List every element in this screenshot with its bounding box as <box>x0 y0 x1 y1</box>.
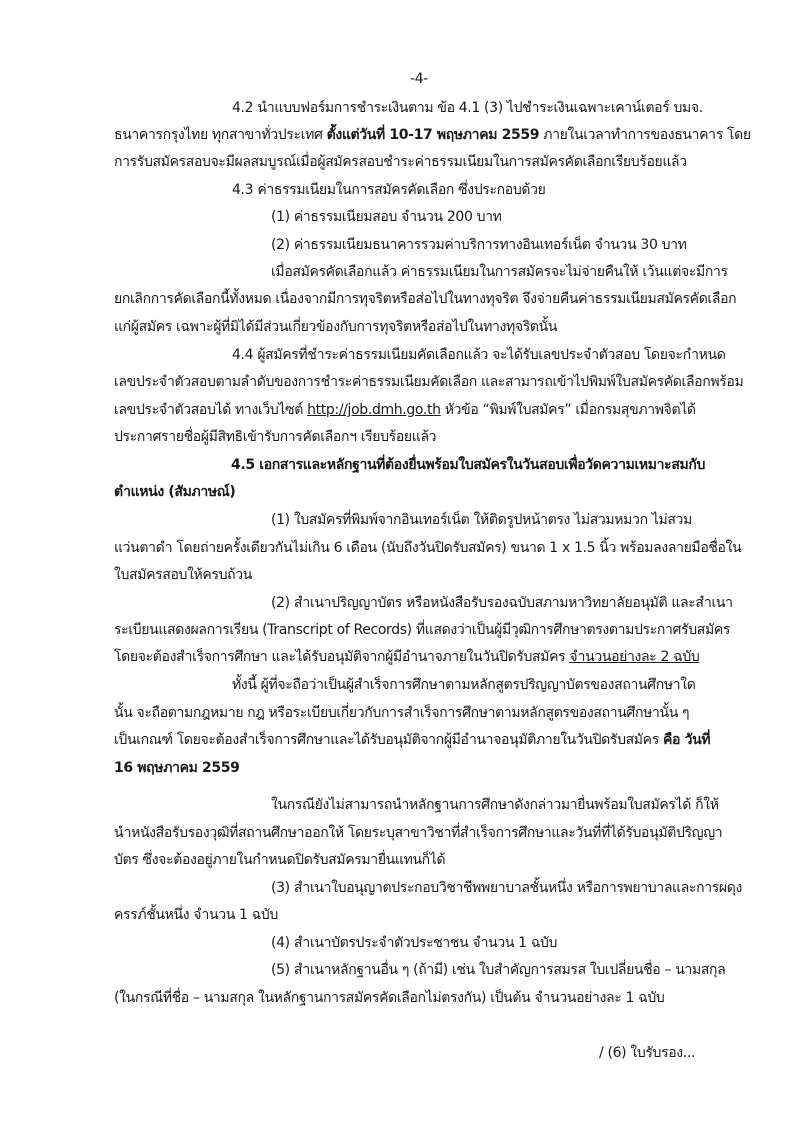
doc-item-2-line-2: ระเบียนแสดงผลการเรียน (Transcript of Records) ที่แสดงว่าเป็นผู้มีวุฒิการศึกษาตรงตามประกาศรับสมัคร <box>114 622 731 638</box>
doc-item-5-line-1: (5) สำเนาหลักฐานอื่น ๆ (ถ้ามี) เช่น ใบสำคัญการสมรส ใบเปลี่ยนชื่อ – นามสกุล <box>271 962 726 978</box>
case-line-1: ในกรณียังไม่สามารถนำหลักฐานการศึกษาดังกล่าวมายื่นพร้อมใบสมัครได้ ก็ให้ <box>271 797 719 813</box>
copies-required: จำนวนอย่างละ 2 ฉบับ <box>569 649 700 665</box>
section-4-4-line-2: เลขประจำตัวสอบตามลำดับของการชำระค่าธรรมเนียมคัดเลือก และสามารถเข้าไปพิมพ์ใบสมัครคัดเลือกพร้อม <box>114 374 744 390</box>
section-4-4-line-1: 4.4 ผู้สมัครที่ชำระค่าธรรมเนียมคัดเลือกแล้ว จะได้รับเลขประจำตัวสอบ โดยจะกำหนด <box>232 347 726 363</box>
section-4-4-line-4: ประกาศรายชื่อผู้มีสิทธิเข้ารับการคัดเลือกฯ เรียบร้อยแล้ว <box>114 429 437 445</box>
doc-item-1-line-3: ใบสมัครสอบให้ครบถ้วน <box>114 567 253 583</box>
section-4-5-heading-line-1: 4.5 เอกสารและหลักฐานที่ต้องยื่นพร้อมใบสมัครในวันสอบเพื่อวัดความเหมาะสมกับ <box>231 457 706 473</box>
section-4-2-line-1: 4.2 นำแบบฟอร์มการชำระเงินตาม ข้อ 4.1 (3) ไปชำระเงินเฉพาะเคาน์เตอร์ บมจ. <box>232 100 703 116</box>
case-line-2: นำหนังสือรับรองวุฒิที่สถานศึกษาออกให้ โดยระบุสาขาวิชาที่สำเร็จการศึกษาและวันที่ที่ได้รับอนุมัติปริญญา <box>114 825 723 841</box>
payment-dates: ตั้งแต่วันที่ 10-17 พฤษภาคม 2559 <box>326 127 540 143</box>
section-4-4-line-3: เลขประจำตัวสอบได้ ทางเว็บไซต์ http://job.dmh.go.th หัวข้อ “พิมพ์ใบสมัคร” เมื่อกรมสุขภาพจิตได้ <box>114 402 696 418</box>
doc-item-1-line-1: (1) ใบสมัครที่พิมพ์จากอินเทอร์เน็ต ให้ติดรูปหน้าตรง ไม่สวมหมวก ไม่สวม <box>271 512 692 528</box>
case-line-3: บัตร ซึ่งจะต้องอยู่ภายในกำหนดปิดรับสมัครมายื่นแทนก็ได้ <box>114 852 446 868</box>
fee-item-2: (2) ค่าธรรมเนียมธนาคารรวมค่าบริการทางอินเทอร์เน็ต จำนวน 30 บาท <box>271 237 687 253</box>
refund-line-3: แก่ผู้สมัคร เฉพาะผู้ที่มิได้มีส่วนเกี่ยวข้องกับการทุจริตหรือส่อไปในทางทุจริตนั้น <box>114 319 558 335</box>
doc-item-4: (4) สำเนาบัตรประจำตัวประชาชน จำนวน 1 ฉบับ <box>271 935 558 951</box>
refund-line-1: เมื่อสมัครคัดเลือกแล้ว ค่าธรรมเนียมในการสมัครจะไม่จ่ายคืนให้ เว้นแต่จะมีการ <box>271 264 728 280</box>
fee-item-1: (1) ค่าธรรมเนียมสอบ จำนวน 200 บาท <box>271 209 502 225</box>
note-line-1: ทั้งนี้ ผู้ที่จะถือว่าเป็นผู้สำเร็จการศึกษาตามหลักสูตรปริญญาบัตรของสถานศึกษาใด <box>232 677 696 693</box>
doc-item-3-line-2: ครรภ์ชั้นหนึ่ง จำนวน 1 ฉบับ <box>114 907 278 923</box>
section-4-5-heading-line-2: ตำแหน่ง (สัมภาษณ์) <box>114 484 236 500</box>
section-4-2-line-3: การรับสมัครสอบจะมีผลสมบูรณ์เมื่อผู้สมัครสอบชำระค่าธรรมเนียมในการสมัครคัดเลือกเรียบร้อยแล้ว <box>114 154 687 170</box>
deadline-date: 16 พฤษภาคม 2559 <box>114 760 240 776</box>
note-line-2: นั้น จะถือตามกฎหมาย กฎ หรือระเบียบเกี่ยวกับการสำเร็จการศึกษาตามหลักสูตรของสถานศึกษานั้น ๆ <box>114 705 690 721</box>
refund-line-2: ยกเลิกการคัดเลือกนี้ทั้งหมด เนื่องจากมีการทุจริตหรือส่อไปในทางทุจริต จึงจ่ายคืนค่าธรรมเนียมสมัครคัดเลือก <box>114 291 737 307</box>
page-number: -4- <box>410 71 428 87</box>
doc-item-2-line-3: โดยจะต้องสำเร็จการศึกษา และได้รับอนุมัติจากผู้มีอำนาจภายในวันปิดรับสมัคร จำนวนอย่างละ 2 ฉบับ <box>114 649 700 665</box>
doc-item-5-line-2: (ในกรณีที่ชื่อ – นามสกุล ในหลักฐานการสมัครคัดเลือกไม่ตรงกัน) เป็นต้น จำนวนอย่างละ 1 ฉบับ <box>114 990 665 1006</box>
continued-footer: / (6) ใบรับรอง... <box>599 1045 696 1061</box>
section-4-3-heading: 4.3 ค่าธรรมเนียมในการสมัครคัดเลือก ซึ่งประกอบด้วย <box>232 182 546 198</box>
note-line-3: เป็นเกณฑ์ โดยจะต้องสำเร็จการศึกษาและได้รับอนุมัติจากผู้มีอำนาจอนุมัติภายในวันปิดรับสมัคร คือ วันที่ <box>114 732 711 748</box>
doc-item-2-line-1: (2) สำเนาปริญญาบัตร หรือหนังสือรับรองฉบับสภามหาวิทยาลัยอนุมัติ และสำเนา <box>271 595 733 611</box>
job-website-link[interactable]: http://job.dmh.go.th <box>307 402 441 418</box>
deadline-label: คือ วันที่ <box>662 732 711 748</box>
doc-item-3-line-1: (3) สำเนาใบอนุญาตประกอบวิชาชีพพยาบาลชั้นหนึ่ง หรือการพยาบาลและการผดุง <box>271 880 743 896</box>
section-4-2-line-2: ธนาคารกรุงไทย ทุกสาขาทั่วประเทศ ตั้งแต่วันที่ 10-17 พฤษภาคม 2559 ภายในเวลาทำการของธนาคาร โดย <box>114 127 751 143</box>
doc-item-1-line-2: แว่นตาดำ โดยถ่ายครั้งเดียวกันไม่เกิน 6 เดือน (นับถึงวันปิดรับสมัคร) ขนาด 1 x 1.5 นิ้ว พร้อมลงลายมือชื่อใน <box>114 540 742 556</box>
